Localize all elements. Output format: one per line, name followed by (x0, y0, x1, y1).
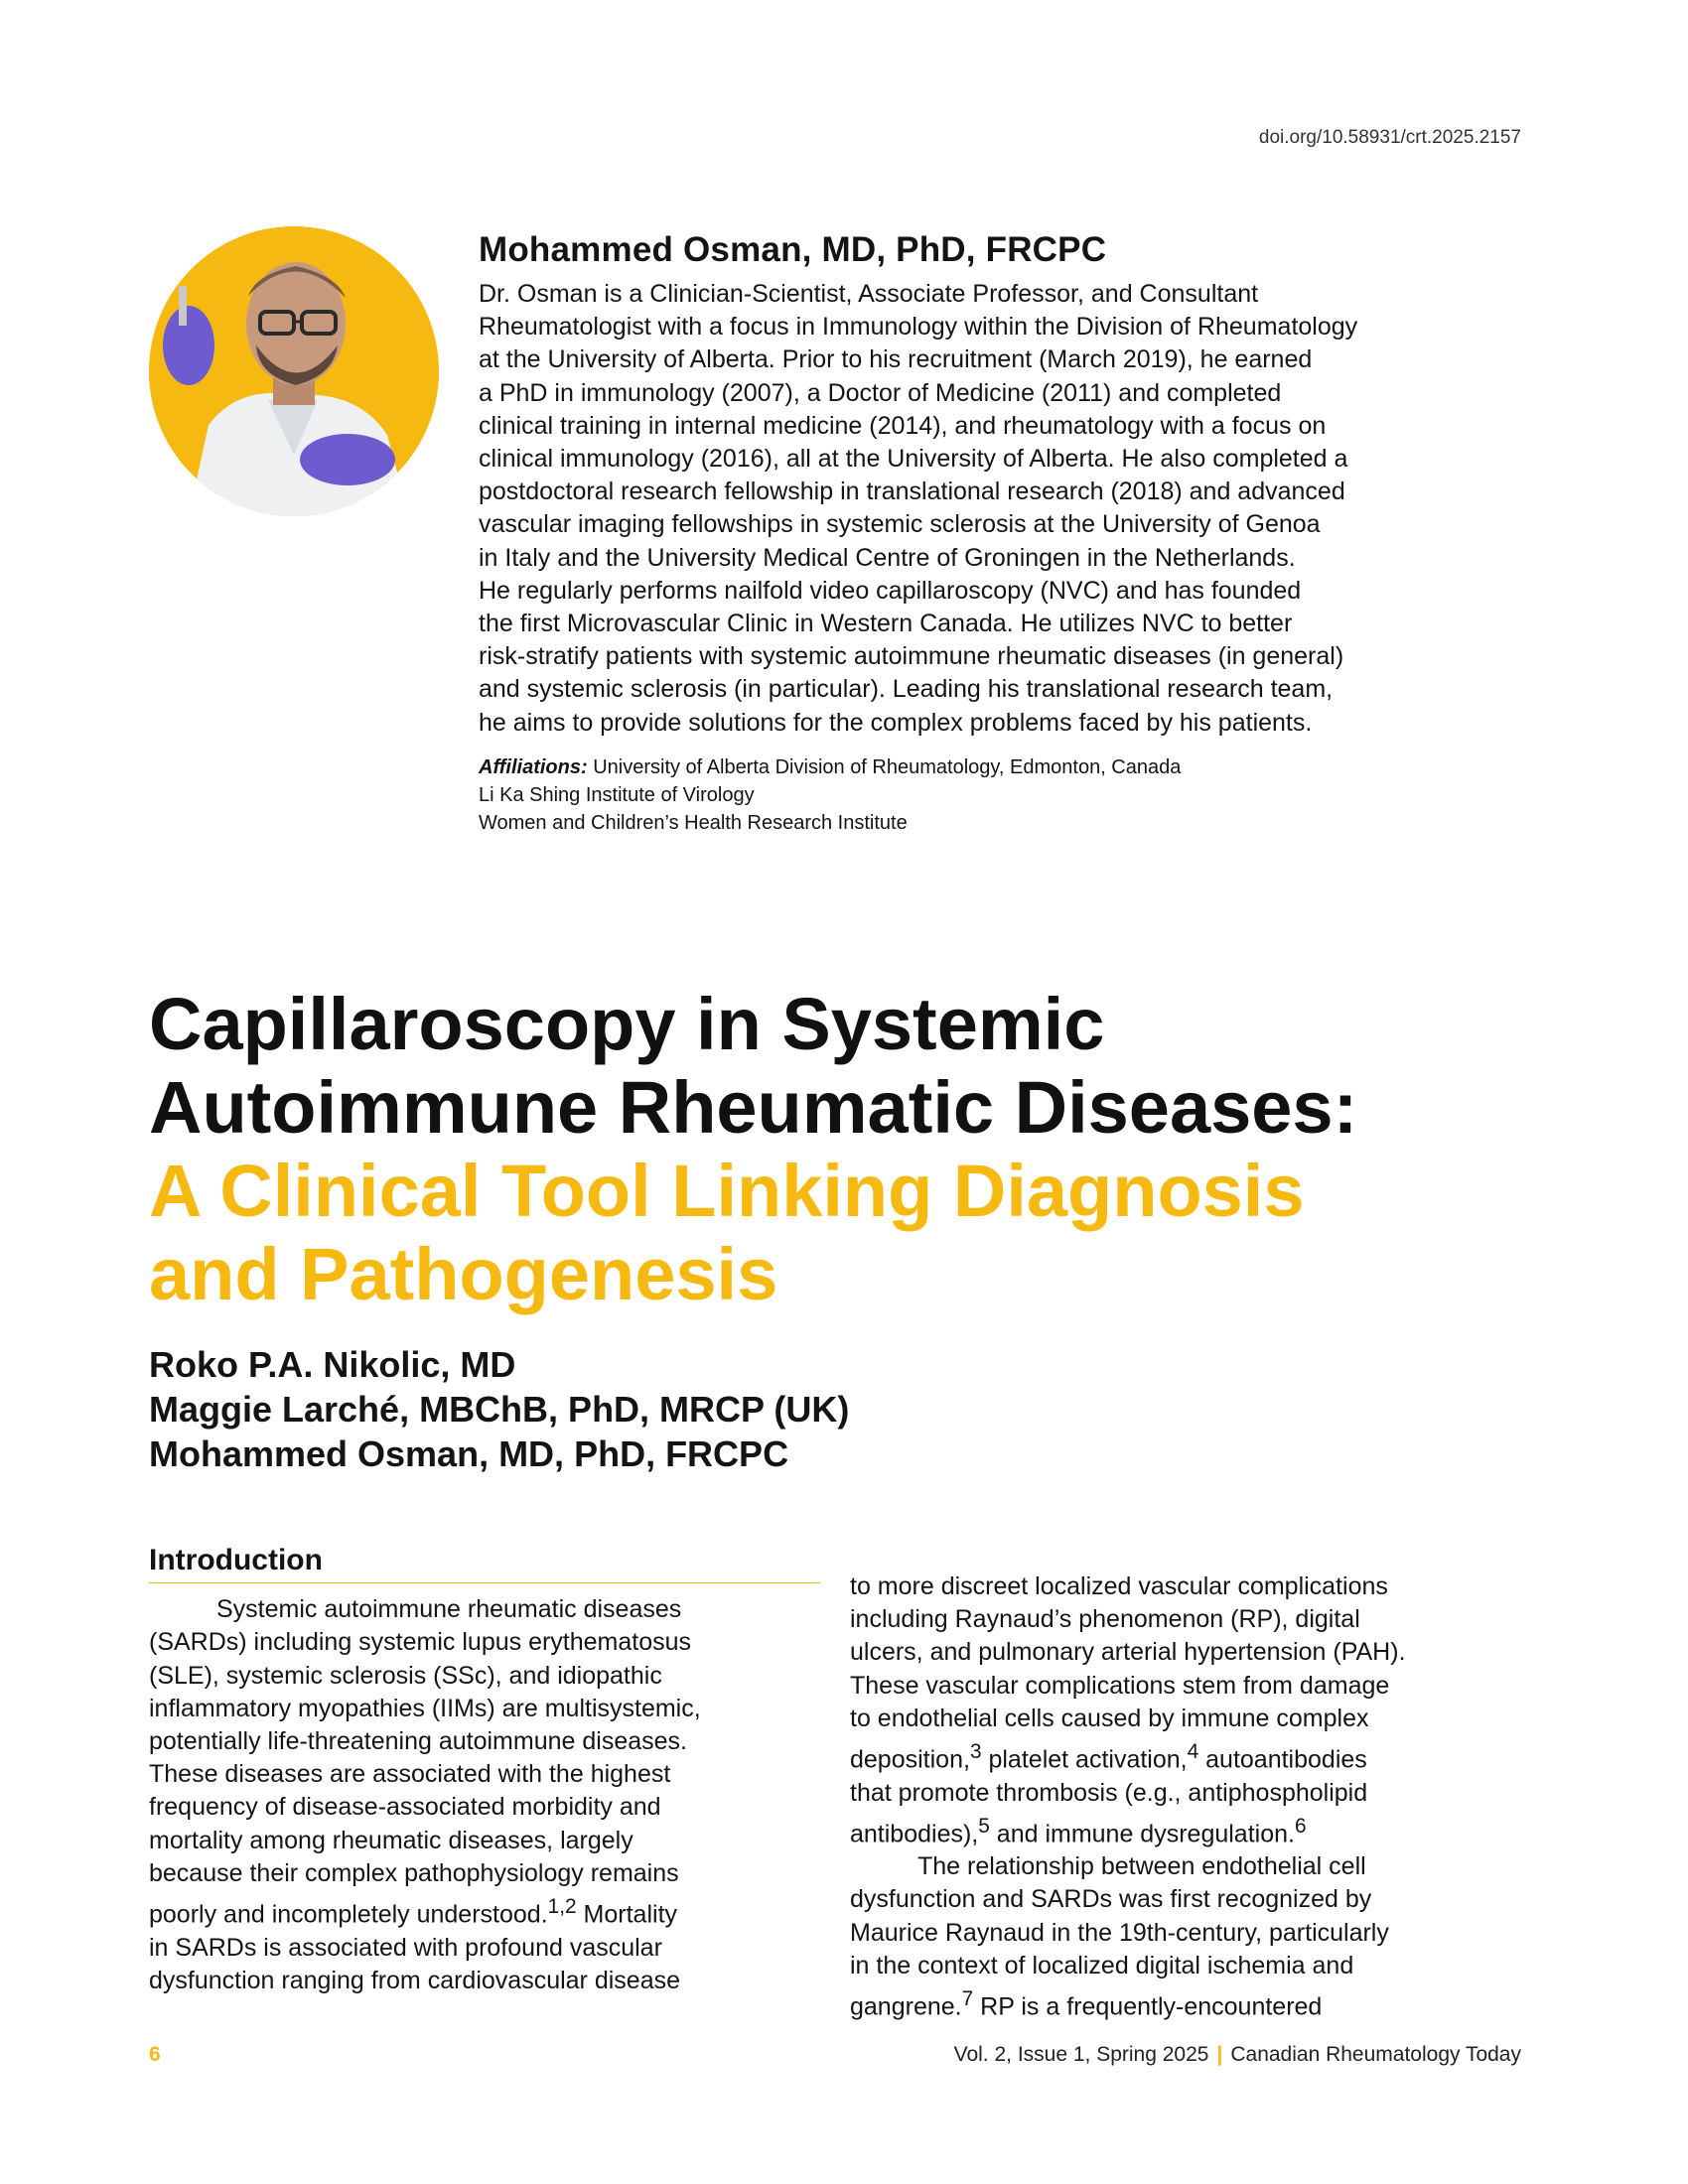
affiliations (479, 753, 1551, 837)
intro-paragraph-1 (149, 1593, 820, 1997)
author-portrait-photo (149, 226, 439, 516)
footer-journal-info (954, 2043, 1521, 2067)
body-column-right (850, 1570, 1521, 2024)
intro-text-r1c: autoantibodies that promote thrombosis (e.g., antiphospholipid antibodies), (850, 1745, 1368, 1848)
intro-paragraph-1-continued (850, 1570, 1521, 1850)
bio-author-name: Mohammed Osman, MD, PhD, FRCPC (479, 230, 1107, 269)
reference-3[interactable]: 3 (969, 1740, 982, 1764)
author-1: Roko P.A. Nikolic, MD (149, 1344, 516, 1385)
doi-link[interactable]: doi.org/10.58931/crt.2025.2157 (1258, 127, 1521, 148)
reference-5[interactable]: 5 (978, 1814, 990, 1838)
intro-text-r1b: platelet activation, (981, 1745, 1188, 1774)
reference-7[interactable]: 7 (961, 1987, 974, 2011)
article-title (149, 983, 1559, 1316)
intro-text-1b: Mortality in SARDs is associated with profound vascular dysfunction ranging from cardiovascular disease (149, 1900, 680, 1994)
bio-text: Dr. Osman is a Clinician-Scientist, Associate Professor, and Consultant Rheumatologist with a focus in Immunology within the Division of Rheumatology at the University of Alberta. Prior to his recruitment (March 2019), he earned a PhD in immunology (2007), a Doctor of Medicine (2011) and completed clinical training in internal medicine (2014), and rheumatology with a focus on clinical immunology (2016), all at the University of Alberta. He also completed a postdoctoral research fellowship in translational research (2018) and advanced vascular imaging fellowships in systemic sclerosis at the University of Genoa in Italy and the University Medical Centre of Groningen in the Netherlands. He regularly performs nailfold video capillaroscopy (NVC) and has founded the first Microvascular Clinic in Western Canada. He utilizes NVC to better risk-stratify patients with systemic autoimmune rheumatic diseases (in general) and systemic sclerosis (in particular). Leading his translational research team, he aims to provide solutions for the complex problems faced by his patients. (479, 280, 1358, 737)
footer-issue: Vol. 2, Issue 1, Spring 2025 (953, 2043, 1209, 2066)
affiliation-3: Women and Children’s Health Research Institute (479, 811, 908, 834)
title-line-2: Autoimmune Rheumatic Diseases: (149, 1066, 1358, 1149)
body-column-left (149, 1544, 820, 1997)
page-number: 6 (149, 2043, 161, 2066)
intro-text-r1d: and immune dysregulation. (989, 1820, 1295, 1848)
author-2: Maggie Larché, MBChB, PhD, MRCP (UK) (149, 1389, 850, 1430)
reference-4[interactable]: 4 (1187, 1740, 1199, 1764)
affiliations-label: Affiliations: (479, 755, 588, 778)
affiliation-1: University of Alberta Division of Rheumatology, Edmonton, Canada (593, 755, 1182, 778)
title-line-3: A Clinical Tool Linking Diagnosis (149, 1150, 1305, 1232)
title-line-4: and Pathogenesis (149, 1233, 778, 1315)
section-heading-introduction: Introduction (149, 1544, 820, 1583)
intro-text-r2b: RP is a frequently-encountered (973, 1992, 1323, 2021)
author-3: Mohammed Osman, MD, PhD, FRCPC (149, 1433, 789, 1474)
intro-text-r2a: The relationship between endothelial cell dysfunction and SARDs was first recognized by Maurice Raynaud in the 19th-century, particularly in the context of localized digital ischemia and gangrene. (850, 1852, 1389, 2021)
author-list (149, 1342, 849, 1476)
affiliation-line (479, 753, 1551, 781)
title-line-1: Capillaroscopy in Systemic (149, 983, 1105, 1065)
reference-6[interactable]: 6 (1294, 1814, 1307, 1838)
affiliation-2: Li Ka Shing Institute of Virology (479, 783, 755, 806)
footer-divider: | (1216, 2043, 1223, 2066)
intro-text-r1a: to more discreet localized vascular complications including Raynaud’s phenomenon (RP), digital ulcers, and pulmonary arterial hypertension (PAH). These vascular complications stem from damage to endothelial cells caused by immune complex deposition, (850, 1572, 1406, 1774)
footer-journal-name: Canadian Rheumatology Today (1230, 2043, 1521, 2066)
intro-paragraph-2 (850, 1850, 1521, 2023)
author-bio (479, 230, 1551, 837)
intro-text-1a: Systemic autoimmune rheumatic diseases (SARDs) including systemic lupus erythematosus (SLE), systemic sclerosis (SSc), and idiopathic inflammatory myopathies (IIMs) are multisystemic, potentially life-threatening autoimmune diseases. These diseases are associated with the highest frequency of disease-associated morbidity and mortality among rheumatic diseases, largely because their complex pathophysiology remains poorly and incompletely understood. (149, 1595, 701, 1929)
reference-1-2[interactable]: 1,2 (547, 1895, 577, 1919)
